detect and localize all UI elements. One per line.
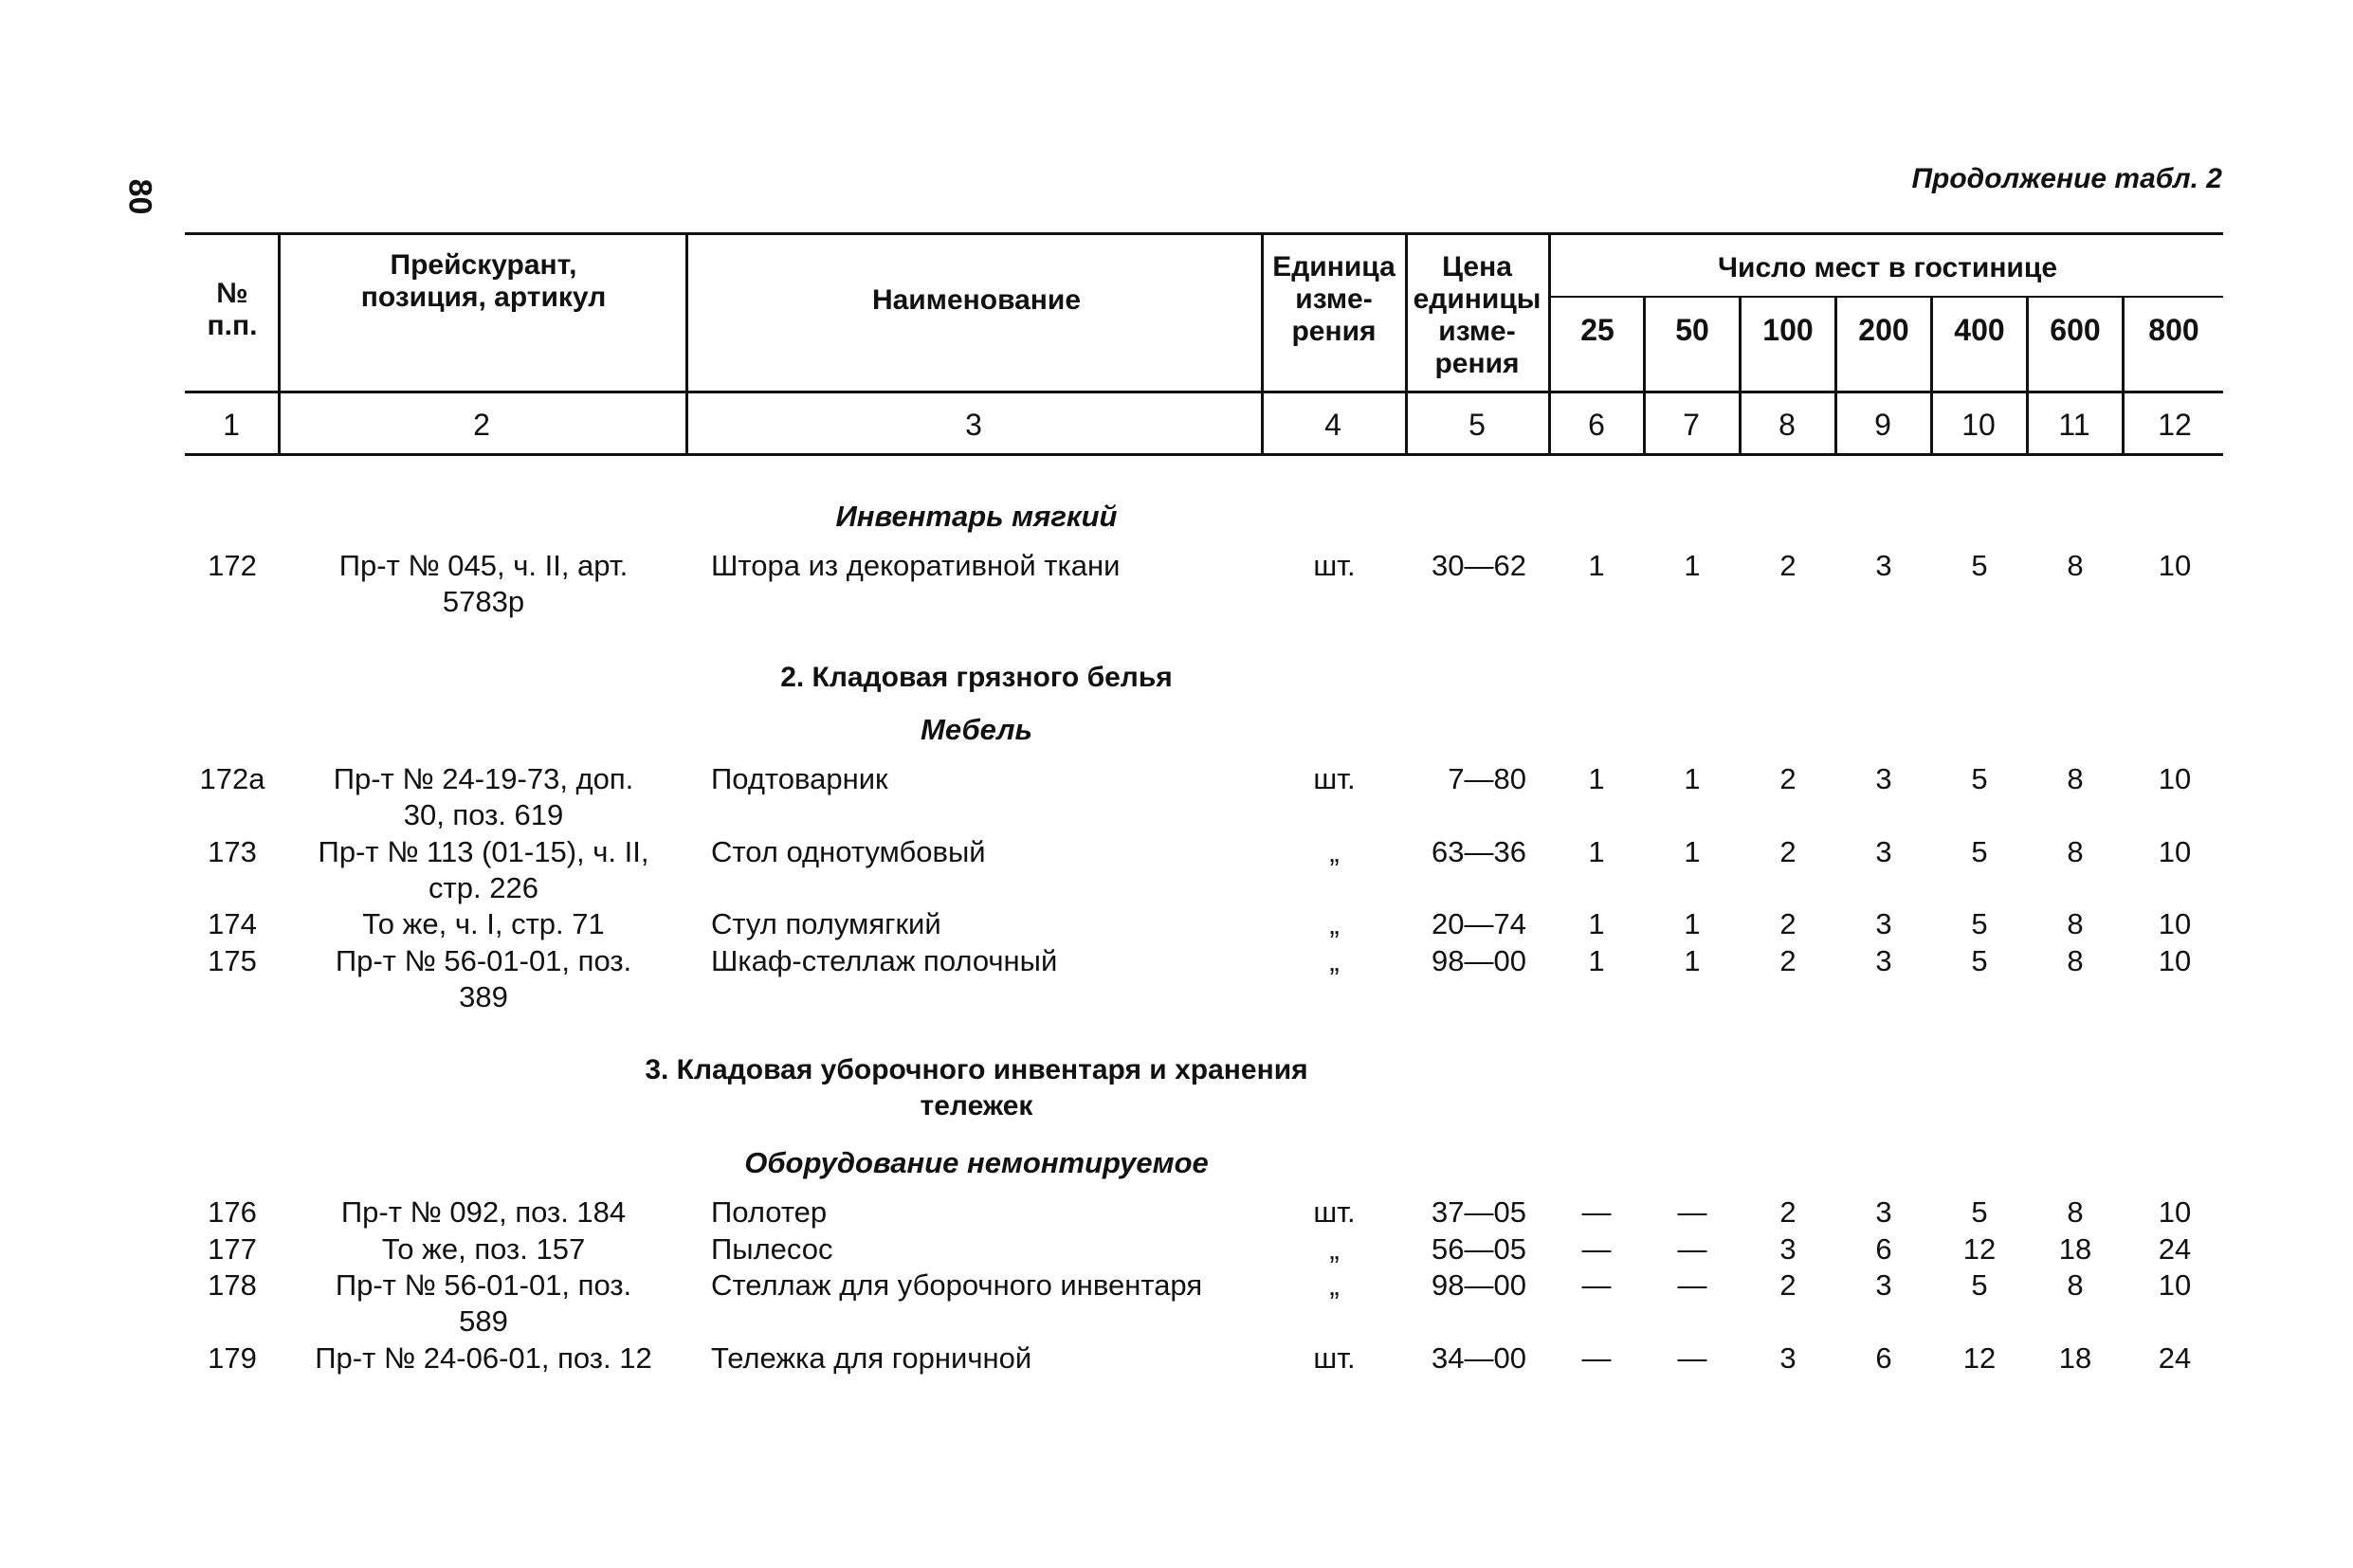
row-value: 3 <box>1875 835 1892 868</box>
row-value: 1 <box>1684 762 1701 795</box>
row-value: 5 <box>1971 835 1988 868</box>
row-price: 34—00 <box>1432 1341 1526 1375</box>
row-value: 3 <box>1779 1232 1797 1266</box>
row-value: 10 <box>2158 835 2192 868</box>
section-heading: Мебель <box>921 713 1032 746</box>
row-price: 56—05 <box>1432 1232 1526 1266</box>
row-pricelist: Пр-т № 56-01-01, поз. 589 <box>335 1268 632 1338</box>
row-name: Шкаф-стеллаж полочный <box>711 944 1058 977</box>
row-value: 10 <box>2158 907 2192 940</box>
row-value: 24 <box>2158 1341 2192 1375</box>
column-number: 4 <box>1324 408 1341 442</box>
row-unit: шт. <box>1313 762 1356 795</box>
row-name: Подтоварник <box>711 762 888 795</box>
row-value: 2 <box>1779 1268 1797 1302</box>
row-value: 12 <box>1962 1341 1997 1375</box>
row-number: 175 <box>208 944 257 977</box>
row-value: 8 <box>2067 944 2084 977</box>
row-value: 1 <box>1588 835 1605 868</box>
row-value: — <box>1677 1341 1707 1375</box>
row-value: 2 <box>1779 907 1797 940</box>
row-value: 18 <box>2058 1341 2092 1375</box>
row-pricelist: Пр-т № 24-06-01, поз. 12 <box>315 1341 652 1375</box>
row-number: 177 <box>208 1232 257 1266</box>
column-number: 10 <box>1961 408 1996 442</box>
row-value: 5 <box>1971 762 1988 795</box>
row-name: Штора из декоративной ткани <box>711 549 1121 582</box>
row-price: 20—74 <box>1432 907 1526 940</box>
row-value: 2 <box>1779 762 1797 795</box>
header-name: Наименование <box>871 284 1082 316</box>
row-number: 172а <box>199 762 265 795</box>
header-place-count: 25 <box>1580 313 1614 347</box>
row-value: 2 <box>1779 944 1797 977</box>
row-name: Стул полумягкий <box>711 907 941 940</box>
row-value: — <box>1677 1232 1707 1266</box>
section-heading: 3. Кладовая уборочного инвентаря и хранения тележек <box>645 1054 1308 1121</box>
row-price: 63—36 <box>1432 835 1526 868</box>
row-price: 30—62 <box>1432 549 1526 582</box>
row-number: 173 <box>208 835 257 868</box>
row-value: 2 <box>1779 549 1797 582</box>
row-value: 3 <box>1779 1341 1797 1375</box>
row-name: Пылесос <box>711 1232 833 1266</box>
row-value: 18 <box>2058 1232 2092 1266</box>
row-value: 8 <box>2067 1195 2084 1229</box>
row-value: 12 <box>1962 1232 1997 1266</box>
row-value: 6 <box>1875 1232 1892 1266</box>
row-value: 2 <box>1779 1195 1797 1229</box>
column-number: 11 <box>2058 408 2090 442</box>
row-value: 5 <box>1971 1195 1988 1229</box>
row-number: 172 <box>208 549 257 582</box>
row-number: 176 <box>208 1195 257 1229</box>
row-pricelist: Пр-т № 24-19-73, доп. 30, поз. 619 <box>333 762 634 831</box>
column-number: 9 <box>1874 408 1891 442</box>
page-number: 80 <box>121 178 158 215</box>
row-price: 37—05 <box>1432 1195 1526 1229</box>
row-pricelist: Пр-т № 045, ч. II, арт. 5783р <box>338 549 629 618</box>
row-value: 3 <box>1875 907 1892 940</box>
row-pricelist: Пр-т № 113 (01-15), ч. II, стр. 226 <box>318 835 649 904</box>
row-value: 1 <box>1588 944 1605 977</box>
row-value: 5 <box>1971 549 1988 582</box>
header-place-count: 50 <box>1675 313 1709 347</box>
row-value: 10 <box>2158 1195 2192 1229</box>
row-value: 3 <box>1875 944 1892 977</box>
row-value: 8 <box>2067 549 2084 582</box>
row-value: 8 <box>2067 762 2084 795</box>
row-value: 3 <box>1875 549 1892 582</box>
row-value: 1 <box>1588 549 1605 582</box>
row-name: Тележка для горничной <box>711 1341 1032 1375</box>
row-value: 10 <box>2158 1268 2192 1302</box>
row-value: 3 <box>1875 762 1892 795</box>
column-number: 7 <box>1683 408 1700 442</box>
row-unit: шт. <box>1313 1341 1356 1375</box>
header-place-count: 200 <box>1858 313 1909 347</box>
column-number: 8 <box>1778 408 1796 442</box>
row-value: 6 <box>1875 1341 1892 1375</box>
header-pricelist: Прейскурант, позиция, артикул <box>360 249 607 313</box>
continuation-label: Продолжение табл. 2 <box>1911 163 2222 194</box>
column-number: 3 <box>965 408 982 442</box>
row-value: 10 <box>2158 762 2192 795</box>
row-unit: шт. <box>1313 549 1356 582</box>
row-name: Стеллаж для уборочного инвентаря <box>711 1268 1203 1302</box>
column-number: 5 <box>1468 408 1486 442</box>
row-unit: „ <box>1329 1232 1340 1266</box>
header-num: № п.п. <box>207 278 258 341</box>
row-value: 1 <box>1588 907 1605 940</box>
column-number: 12 <box>2158 408 2192 442</box>
row-value: — <box>1581 1341 1612 1375</box>
row-value: 2 <box>1779 835 1797 868</box>
row-value: — <box>1581 1232 1612 1266</box>
row-pricelist: Пр-т № 092, поз. 184 <box>340 1195 627 1229</box>
row-value: — <box>1677 1268 1707 1302</box>
row-value: 1 <box>1684 549 1701 582</box>
row-value: 1 <box>1684 835 1701 868</box>
row-value: 10 <box>2158 549 2192 582</box>
column-number: 1 <box>223 408 240 442</box>
row-value: 8 <box>2067 1268 2084 1302</box>
header-unit: Единица изме-рения <box>1272 251 1395 347</box>
row-unit: „ <box>1329 944 1340 977</box>
row-pricelist: Пр-т № 56-01-01, поз. 389 <box>335 944 632 1013</box>
row-value: 5 <box>1971 1268 1988 1302</box>
row-name: Полотер <box>711 1195 828 1229</box>
section-heading: 2. Кладовая грязного белья <box>780 662 1173 693</box>
row-pricelist: То же, поз. 157 <box>381 1232 586 1266</box>
row-value: — <box>1581 1195 1612 1229</box>
row-value: 8 <box>2067 907 2084 940</box>
column-number: 6 <box>1588 408 1605 442</box>
row-unit: „ <box>1329 835 1340 868</box>
row-value: 5 <box>1971 944 1988 977</box>
row-value: 5 <box>1971 907 1988 940</box>
section-heading: Инвентарь мягкий <box>835 500 1118 533</box>
row-value: 1 <box>1684 944 1701 977</box>
header-places: Число мест в гостинице <box>1717 252 2058 283</box>
header-price: Цена единицы изме-рения <box>1413 251 1541 379</box>
row-value: 24 <box>2158 1232 2192 1266</box>
row-unit: „ <box>1329 1268 1340 1302</box>
row-price: 98—00 <box>1432 944 1526 977</box>
section-heading: Оборудование немонтируемое <box>744 1146 1209 1179</box>
header-place-count: 600 <box>2050 313 2101 347</box>
row-value: — <box>1677 1195 1707 1229</box>
header-place-count: 400 <box>1954 313 2005 347</box>
row-value: 1 <box>1588 762 1605 795</box>
row-number: 178 <box>208 1268 257 1302</box>
row-number: 174 <box>208 907 257 940</box>
row-value: 3 <box>1875 1195 1892 1229</box>
row-value: 8 <box>2067 835 2084 868</box>
row-value: — <box>1581 1268 1612 1302</box>
row-value: 1 <box>1684 907 1701 940</box>
row-value: 3 <box>1875 1268 1892 1302</box>
header-place-count: 800 <box>2148 313 2199 347</box>
column-number: 2 <box>473 408 490 442</box>
row-pricelist: То же, ч. I, стр. 71 <box>362 907 605 940</box>
row-value: 10 <box>2158 944 2192 977</box>
row-number: 179 <box>208 1341 257 1375</box>
row-unit: шт. <box>1313 1195 1356 1229</box>
row-name: Стол однотумбовый <box>711 835 986 868</box>
row-price: 98—00 <box>1432 1268 1526 1302</box>
row-price: 7—80 <box>1448 762 1526 795</box>
row-unit: „ <box>1329 907 1340 940</box>
header-place-count: 100 <box>1762 313 1814 347</box>
